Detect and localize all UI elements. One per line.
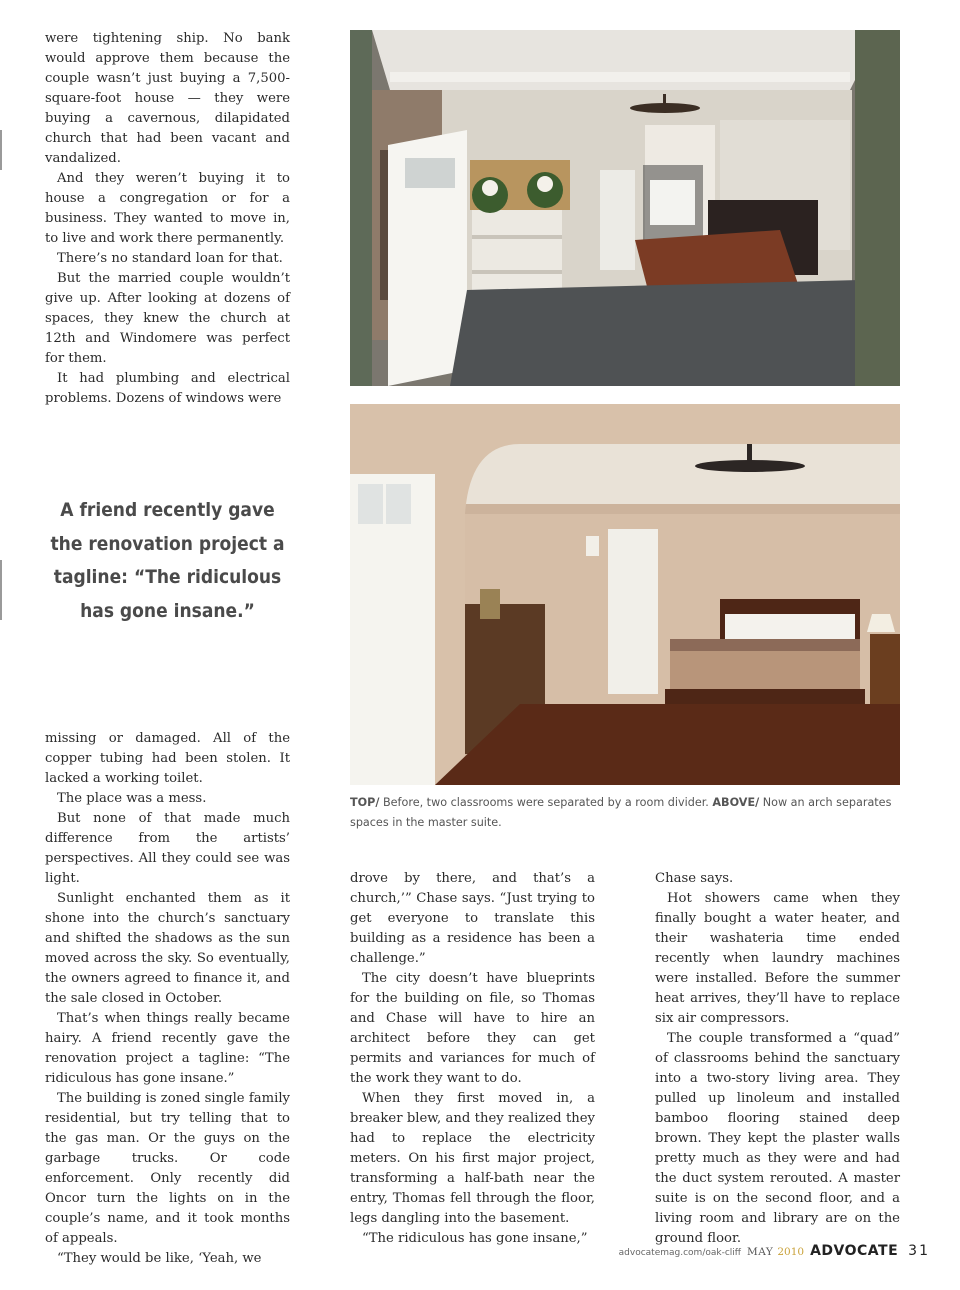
footer-month: MAY: [747, 1246, 774, 1258]
article-paragraph: The city doesn’t have blueprints for the building on file, so Thomas and Chase will have to hire an architect before they can get permits and variances for much of the work they want to do.: [350, 971, 595, 1086]
footer-brand-logo: ADVOCATE: [810, 1243, 899, 1259]
article-paragraph: And they weren’t buying it to house a congregation or for a business. They wanted to move in, to live and work there permanently.: [45, 171, 290, 246]
page-footer: [580, 1243, 930, 1265]
caption-top-text: Before, two classrooms were separated by a room divider.: [379, 796, 713, 809]
article-paragraph: Hot showers came when they finally bought a water heater, and their washateria time ended recently when laundry machines were installed. Before the summer heat arrives, they’ll have to replace six air compressors.: [655, 891, 900, 1026]
footer-url[interactable]: advocatemag.com/oak-cliff: [618, 1248, 741, 1258]
article-paragraph: Chase says.: [655, 871, 734, 886]
article-column-2: [350, 869, 595, 1249]
article-paragraph: But the married couple wouldn’t give up. After looking at dozens of spaces, they knew the church at 12th and Windomere was perfect for them.: [45, 271, 290, 366]
article-column-1-bottom: [45, 729, 290, 1269]
caption-above-label: ABOVE/: [712, 796, 760, 809]
pull-quote: A friend recently gave the renovation project a tagline: “The ridiculous has gone insane.”: [50, 499, 285, 622]
photo-classrooms-before-image: [350, 30, 900, 386]
article-paragraph: drove by there, and that’s a church,’” Chase says. “Just trying to get everyone to translate this building as a residence has been a challenge.”: [350, 871, 595, 966]
footer-year: 2010: [777, 1246, 805, 1258]
article-paragraph: “They would be like, ‘Yeah, we: [57, 1251, 262, 1266]
article-paragraph: were tightening ship. No bank would approve them because the couple wasn’t just buying a 7,500-square-foot house — they were buying a cavernous, dilapidated church that had been vacant and vandalized.: [45, 31, 290, 166]
photo-caption: [350, 793, 910, 833]
article-paragraph: Sunlight enchanted them as it shone into the church’s sanctuary and shifted the shadows as the sun moved across the sky. So eventually, the owners agreed to finance it, and the sale closed in October.: [45, 891, 290, 1006]
photo-classrooms-before: [350, 30, 900, 386]
article-paragraph: That’s when things really became hairy. A friend recently gave the renovation project a tagline: “The ridiculous has gone insane.”: [45, 1011, 290, 1086]
caption-above-text: Now an arch separates spaces in the master suite.: [350, 796, 892, 829]
page-edge-mark: [0, 130, 2, 170]
article-paragraph: There’s no standard loan for that.: [57, 251, 283, 266]
article-paragraph: It had plumbing and electrical problems. Dozens of windows were: [45, 371, 290, 406]
caption-top-label: TOP/: [350, 796, 380, 809]
article-paragraph: But none of that made much difference from the artists’ perspectives. All they could see was light.: [45, 811, 290, 886]
article-paragraph: The building is zoned single family residential, but try telling that to the gas man. Or the guys on the garbage trucks. Or code enforcement. Only recently did Oncor turn the lights on in the couple’s name, and it took months of appeals.: [45, 1091, 290, 1246]
article-paragraph: The couple transformed a “quad” of classrooms behind the sanctuary into a two-story living area. They pulled up linoleum and installed bamboo flooring stained deep brown. They kept the plaster walls pretty much as they were and had the duct system rerouted. A master suite is on the second floor, and a living room and library are on the ground floor.: [655, 1031, 900, 1246]
article-column-1-top: [45, 29, 290, 409]
article-column-3: [655, 869, 900, 1249]
page-number: 31: [908, 1243, 930, 1259]
article-paragraph: missing or damaged. All of the copper tubing had been stolen. It lacked a working toilet.: [45, 731, 290, 786]
article-paragraph: The place was a mess.: [57, 791, 207, 806]
page-edge-mark: [0, 560, 2, 620]
article-paragraph: When they first moved in, a breaker blew, and they realized they had to replace the electricity meters. On his first major project, transforming a half-bath near the entry, Thomas fell through the floor, legs dangling into the basement.: [350, 1091, 595, 1226]
photo-master-suite-after: [350, 404, 900, 785]
article-paragraph: “The ridiculous has gone insane,”: [362, 1231, 588, 1246]
photo-master-suite-after-image: [350, 404, 900, 785]
